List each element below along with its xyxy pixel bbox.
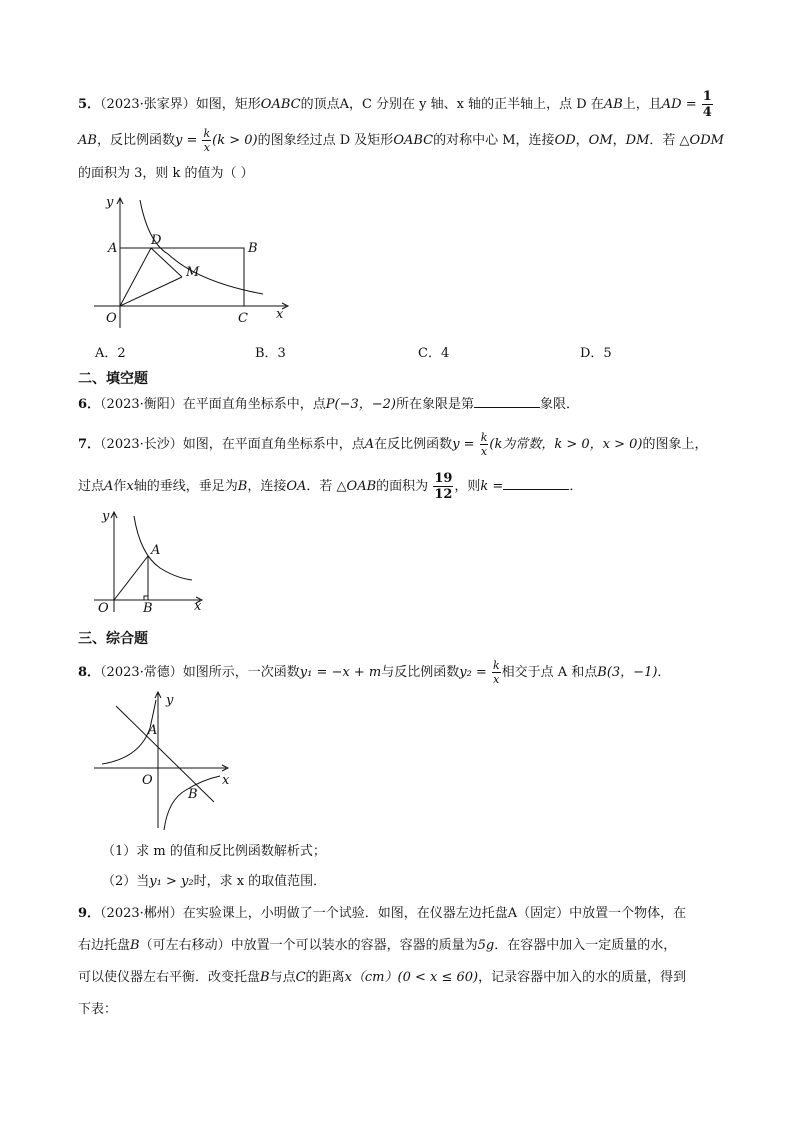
q7-kx-fraction <box>480 432 489 457</box>
q5-frac-num: k <box>203 127 211 140</box>
q5-math: AD = <box>661 97 697 112</box>
q5-frac-den: x <box>203 141 210 154</box>
q7-text: 作 <box>113 479 127 494</box>
q7-text: 过点 <box>78 479 105 494</box>
q8-source: （2023·常德） <box>100 665 183 680</box>
hyperbola-curve <box>134 516 192 580</box>
label-a: A <box>151 543 161 558</box>
q8-math: y₁ = −x + m <box>299 665 382 680</box>
q6-math: P(−3，−2) <box>325 397 396 412</box>
q7-frac-num: k <box>480 431 488 444</box>
q6-line <box>78 394 579 415</box>
q5-option-d[interactable]: D．5 <box>580 346 612 361</box>
label-o: O <box>106 311 117 326</box>
q5-math: OM <box>588 133 613 148</box>
q7-frac-den: x <box>480 445 488 458</box>
q9-text: 右边托盘 <box>78 938 131 953</box>
segment-om <box>120 277 182 306</box>
q8-text: 时，求 x 的取值范围． <box>193 874 327 889</box>
label-a: A <box>108 241 118 256</box>
q5-math: ODM <box>689 133 724 148</box>
segment-dm <box>151 248 182 277</box>
segment-od <box>120 248 151 306</box>
q5-text: 的顶点A，C 分别在 y 轴、x 轴的正半轴上，点 D 在 <box>300 97 604 112</box>
q5-line2: AB，反比例函数y = $\frac{k}{x}$ (k > 0)的图象经过点 D 及矩形OABC的对称中心 M，连接OD，OM，DM．若 △ODM <box>78 127 724 154</box>
q5-source: （2023·张家界） <box>100 97 196 112</box>
q7-text: ．若 △ <box>306 479 347 494</box>
q5-line1 <box>78 90 714 119</box>
q6-number: 6． <box>78 397 101 412</box>
label-b: B <box>248 241 258 256</box>
q5-math: y = <box>174 133 198 148</box>
label-x: x <box>276 307 284 322</box>
label-y: y <box>102 509 110 524</box>
q5-text: 的图象经过点 D 及矩形 <box>257 133 394 148</box>
q8-text: （2）当 <box>102 874 150 889</box>
q5-option-c[interactable]: C．4 <box>418 346 450 361</box>
q7-math: x <box>126 479 134 494</box>
right-angle-mark <box>144 596 148 600</box>
hyperbola-branch-right <box>164 776 220 830</box>
q9-line3 <box>78 968 686 988</box>
q8-line1 <box>78 660 670 685</box>
q8-number: 8． <box>78 665 101 680</box>
q8-math: y₁ > y₂ <box>149 874 194 889</box>
q7-math: A <box>104 479 114 494</box>
q5-math: (k > 0) <box>212 133 258 148</box>
q6-text: 在平面直角坐标系中，点 <box>182 397 326 412</box>
q9-number: 9． <box>78 906 101 921</box>
q7-text: ，连接 <box>247 479 287 494</box>
q9-line2 <box>78 936 676 956</box>
q5-kx-fraction <box>202 128 211 153</box>
q5-option-b[interactable]: B．3 <box>255 346 286 361</box>
label-b: B <box>188 787 198 802</box>
q7-frac-num: 19 <box>434 471 453 486</box>
section-fill-in: 二、填空题 <box>78 371 148 387</box>
q7-math: k = <box>480 479 504 494</box>
label-m: M <box>186 265 200 280</box>
q6-source: （2023·衡阳） <box>100 397 183 412</box>
q7-number: 7． <box>78 437 101 452</box>
q5-number: 5． <box>78 97 101 112</box>
q7-math: B <box>237 479 248 494</box>
q9-text: （可左右移动）中放置一个可以装水的容器，容器的质量为 <box>139 938 478 953</box>
q5-math: OABC <box>393 133 434 148</box>
q9-math: B <box>260 970 270 985</box>
label-y: y <box>106 195 114 210</box>
segment-oa <box>114 556 148 600</box>
q7-figure <box>88 506 208 616</box>
q5-math: OD <box>554 133 576 148</box>
q7-text: 轴的垂线，垂足为 <box>133 479 238 494</box>
q7-math: (k为常数，k > 0，x > 0) <box>489 437 643 452</box>
q9-math: 5g <box>477 938 495 953</box>
label-o: O <box>142 773 153 788</box>
q9-source: （2023·郴州） <box>100 906 183 921</box>
q9-math: C <box>295 970 306 985</box>
q7-text: 在反比例函数 <box>374 437 453 452</box>
q9-text: ，记录容器中加入的水的质量，得到 <box>478 970 687 985</box>
q8-frac-num: k <box>492 659 500 672</box>
q5-math: AB <box>78 133 97 148</box>
q7-math: OAB <box>346 479 377 494</box>
q5-fraction <box>702 90 713 119</box>
q5-frac-den: 4 <box>702 105 712 120</box>
q9-line1 <box>78 904 686 924</box>
q5-math: OABC <box>260 97 301 112</box>
q7-answer-blank[interactable] <box>503 476 569 490</box>
q7-line2 <box>78 472 582 501</box>
q9-text: 在实验课上，小明做了一个试验．如图，在仪器左边托盘A（固定）中放置一个物体，在 <box>182 906 687 921</box>
q9-text: 可以使仪器左右平衡．改变托盘 <box>78 970 261 985</box>
q8-text: 与反比例函数 <box>381 665 460 680</box>
q9-math: x（cm） <box>344 970 398 985</box>
q7-text: 的图象上， <box>642 437 708 452</box>
q7-text: 如图，在平面直角坐标系中，点 <box>182 437 365 452</box>
q8-math: y₂ = <box>459 665 487 680</box>
q6-text: 象限． <box>540 397 580 412</box>
label-d: D <box>151 233 162 248</box>
q5-text: ，反比例函数 <box>96 133 175 148</box>
q5-option-a[interactable]: A．2 <box>95 346 126 361</box>
q7-source: （2023·长沙） <box>100 437 183 452</box>
q8-kx-fraction <box>492 660 501 685</box>
label-a: A <box>148 723 158 738</box>
q7-math: A <box>364 437 375 452</box>
q7-text: ，则 <box>454 479 481 494</box>
q6-text: 所在象限是第 <box>396 397 475 412</box>
q5-math: AB <box>603 97 623 112</box>
q8-text: ． <box>657 665 671 680</box>
q9-text: ．在容器中加入一定质量的水， <box>494 938 677 953</box>
q9-text: 的距离 <box>305 970 345 985</box>
q6-answer-blank[interactable] <box>474 394 540 408</box>
q8-figure <box>90 688 240 833</box>
q8-sub2 <box>102 872 326 892</box>
q5-figure <box>88 192 298 332</box>
label-x: x <box>222 773 230 788</box>
q7-math: OA <box>286 479 307 494</box>
q5-frac-num: 1 <box>702 89 712 104</box>
q8-frac-den: x <box>493 673 500 686</box>
q5-text: 的对称中心 M，连接 <box>433 133 555 148</box>
q7-text: ． <box>569 479 583 494</box>
q8-text: 相交于点 A 和点 <box>501 665 598 680</box>
q8-math: B(3，−1) <box>597 665 658 680</box>
q5-text: 上，且 <box>622 97 662 112</box>
q7-line1 <box>78 432 707 457</box>
q9-math: B <box>130 938 140 953</box>
label-b: B <box>143 601 153 616</box>
q8-text: 如图所示，一次函数 <box>182 665 300 680</box>
q7-fraction <box>433 472 453 501</box>
q5-line3: 的面积为 3，则 k 的值为（ ） <box>78 166 254 181</box>
q5-text: ．若 △ <box>649 133 690 148</box>
label-c: C <box>238 311 248 326</box>
q7-math: y = <box>452 437 475 452</box>
q7-text: 的面积为 <box>376 479 429 494</box>
label-o: O <box>98 601 109 616</box>
label-x: x <box>194 599 202 614</box>
q9-text: 与点 <box>269 970 296 985</box>
section-comprehensive: 三、综合题 <box>78 631 148 647</box>
q5-text: 如图，矩形 <box>195 97 261 112</box>
q7-frac-den: 12 <box>434 487 453 502</box>
q9-math: (0 < x ≤ 60) <box>397 970 479 985</box>
q5-math: DM <box>625 133 650 148</box>
label-y: y <box>166 693 174 708</box>
q9-line4: 下表： <box>78 1002 118 1017</box>
q8-sub1: （1）求 m 的值和反比例函数解析式； <box>102 844 326 859</box>
